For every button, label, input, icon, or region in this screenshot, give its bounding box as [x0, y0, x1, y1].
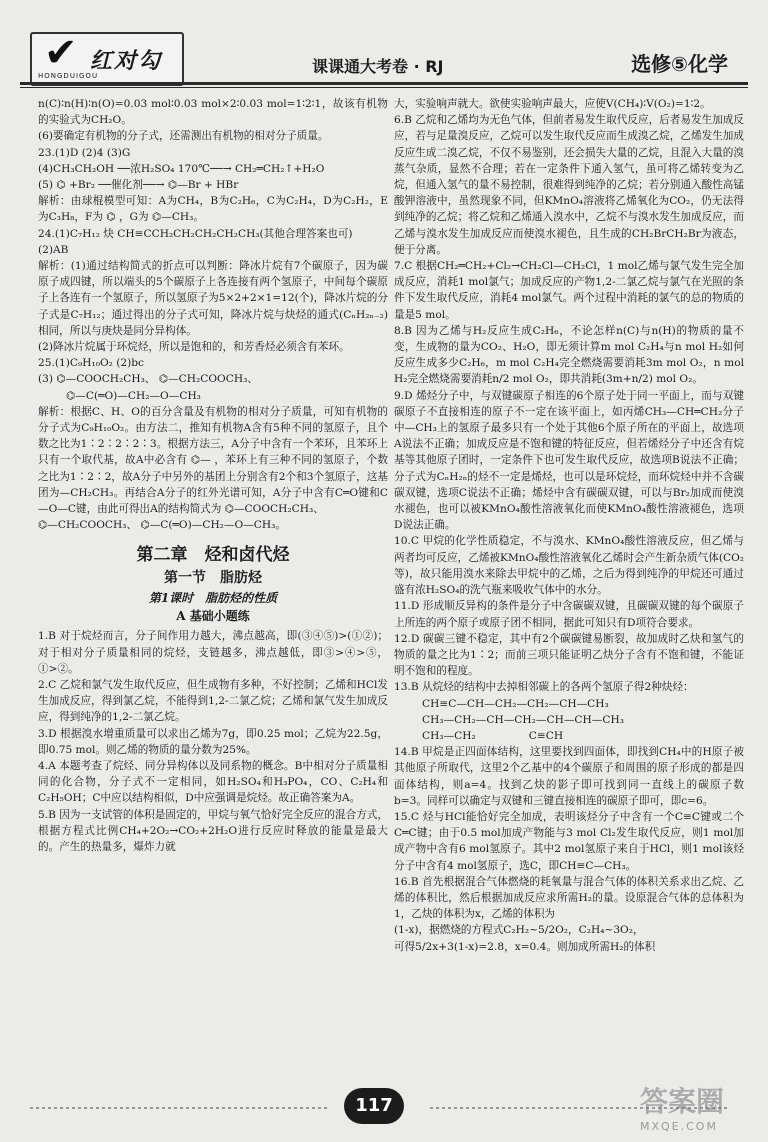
header-rule: [20, 82, 748, 85]
section-title: 第一节 脂肪烃: [164, 569, 262, 586]
answer-item: 5.B 因为一支试管的体积是固定的，甲烷与氧气恰好完全反应的混合方式，根据方程式比例CH₄+2O₂→CO₂+2H₂O进行反应时释放的能量是最大的。产生的热量多，爆炸力就: [38, 808, 388, 853]
answer-item: (2)AB: [38, 243, 69, 256]
answer-item: 10.C 甲烷的化学性质稳定，不与溴水、KMnO₄酸性溶液反应，但乙烯与两者均可反应，乙烯被KMnO₄酸性溶液氧化乙烯时会产生新杂质气体(CO₂等)，故只能用溴水来除去甲烷中的乙烯，之后为得到纯净的甲烷还可通过盛有浓H₂SO₄的洗气瓶来吸收气体中的水分。: [394, 535, 744, 597]
answer-item: 7.C 根据CH₂═CH₂+Cl₂→CH₂Cl—CH₂Cl，1 mol乙烯与氯气发生完全加成反应，消耗1 mol氯气；加成反应的产物1,2-二氯乙烷与氯气在光照的条件下发生取代反应，消耗4 mol氯气。两个过程中消耗的氯气的总的物质的量是5 mol。: [394, 260, 744, 321]
answer-text: 大，实验响声就大。欲使实验响声最大，应使V(CH₄)∶V(O₂)=1∶2。: [394, 98, 711, 110]
explanation: 解析：(1)通过结构简式的折点可以判断：降冰片烷有7个碳原子，因为碳原子成四键，所以端头的5个碳原子上各连接有两个氢原子，中间每个碳原子上各连有一个氢原子，所以氢原子为5×2+2×1=12(个)，降冰片烷的分子式是C₇H₁₂；通过得出的分子式可知，降冰片烷与炔烃的通式(CₙH₂ₙ₋₂)相同，所以与庚炔是同分异构体。: [38, 260, 388, 337]
logo-text: 红对勾: [90, 48, 163, 74]
answer-item: 8.B 因为乙烯与H₂反应生成C₂H₆，不论怎样n(C)与n(H)的物质的量不变，生成物的量为CO₂、H₂O，即无须计算m mol C₂H₄与n mol H₂如何反应生成多少C₂H₆，m mol C₂H₄完全燃烧需要消耗3m mol O₂，n mol H₂完全燃烧需要消耗n/2 mol O₂，即共消耗(3m+n/2) mol O₂。: [394, 324, 744, 386]
brand-logo: [30, 32, 184, 86]
answer-text: (6)要确定有机物的分子式，还需测出有机物的相对分子质量。: [38, 130, 329, 143]
structure-formula: CH≡C—CH—CH₂—CH₂—CH—CH₃: [422, 697, 609, 710]
answer-item: 4.A 本题考查了烷烃、同分异构体以及同系物的概念。B中相对分子质量相同的化合物，分子式不一定相同，如H₂SO₄和H₃PO₄，CO、C₂H₄和C₂H₅OH；C中应以结构相似，D中应强调是烷烃。故正确答案为A。: [38, 759, 388, 805]
book-title: 课课通大考卷 · RJ: [312, 57, 444, 76]
structure-formula: CH₃—CH₂ C≡CH: [422, 729, 564, 742]
chapter-title: 第二章 烃和卤代烃: [136, 545, 290, 566]
answer-item: 25.(1)C₉H₁₀O₂ (2)bc: [38, 357, 144, 370]
page-number: 117: [344, 1088, 404, 1124]
equation: (1-x)，据燃烧的方程式C₂H₂~5/2O₂，C₂H₄~3O₂，: [394, 924, 644, 937]
answer-item: 16.B 首先根据混合气体燃烧的耗氧量与混合气体的体积关系求出乙烷、乙烯的体积比，然后根据加成反应求所需H₂的量。设原混合气体的总体积为1，乙炔的体积为x，乙烯的体积为: [394, 875, 744, 921]
right-column: [394, 96, 744, 955]
lesson-title: 第1课时 脂肪烃的性质: [148, 590, 278, 605]
answer-item: 2.C 乙烷和氯气发生取代反应，但生成物有多种，不好控制；乙烯和HCl发生加成反应，得到氯乙烷，不能得到1,2-二氯乙烷；乙烯和氯气发生加成反应，得到纯净的1,2-二氯乙烷。: [38, 678, 388, 724]
explanation: (2)降冰片烷属于环烷烃，所以是饱和的，和芳香烃必须含有苯环。: [38, 341, 350, 354]
equation: (4)CH₃CH₂OH ──浓H₂SO₄ 170℃──→ CH₂═CH₂↑+H₂O: [38, 162, 325, 175]
answer-item: 13.B 从烷烃的结构中去掉相邻碳上的各两个氢原子得2种炔烃：: [394, 681, 694, 694]
answer-item: 23.(1)D (2)4 (3)G: [38, 146, 131, 159]
answer-item: 24.(1)C₇H₁₂ 炔 CH≡CCH₂CH₂CH₂CH₂CH₃(其他合理答案也可): [38, 227, 353, 240]
answer-text: n(C)∶n(H)∶n(O)=0.03 mol∶0.03 mol×2∶0.03 mol=1∶2∶1，故该有机物的实验式为CH₂O。: [38, 98, 388, 127]
answer-item: 6.B 乙烷和乙烯均为无色气体，但前者易发生取代反应，后者易发生加成反应，若与足量溴反应，乙烷可以发生取代反应而生成溴乙烷，乙烯发生加成反应生成二溴乙烷，不仅不易鉴别，还会损失大量的乙烷，且混入大量的溴蒸气杂质，显然不合理；若在一定条件下通入氢气，虽可将乙烯转变为乙烷，但通入氢气的量不易控制，很难得到纯净的乙烷；若分别通入酸性高锰酸钾溶液中，虽然现象不同，但KMnO₄溶液将乙烯氧化为CO₂，仍无法得到纯净的乙烷；将乙烷和乙烯通入溴水中，乙烷不与溴水发生加成反应，而乙烯与溴水发生加成反应而使溴水褪色，且生成的CH₂BrCH₂Br为液态，便于分离。: [394, 114, 744, 256]
answer-item: 12.D 碳碳三键不稳定，其中有2个碳碳键易断裂，故加成时乙炔和氢气的物质的量之比为1∶2；而前三项只能证明乙炔分子含有不饱和键，不能证明不饱和的程度。: [394, 632, 744, 678]
watermark-url: MXQE.COM: [640, 1120, 718, 1133]
answer-item: 1.B 对于烷烃而言，分子间作用力越大，沸点越高，即(③④⑤)>(①②)；对于相对分子质量相同的烷烃，支链越多，沸点越低，即③>④>⑤，①>②。: [38, 630, 388, 675]
structure-formula: (3) ⌬—COOCH₂CH₃、 ⌬—CH₂COOCH₃、: [38, 373, 258, 386]
answer-item: 9.D 烯烃分子中，与双键碳原子相连的6个原子处于同一平面上，而与双键碳原子不直接相连的原子不一定在该平面上，如丙烯CH₃—CH═CH₂分子中—CH₃上的氢原子最多只有一个处于其他6个原子所在的平面上，故选项A说法不正确；加成反应是不饱和键的特征反应，但若烯烃分子中还含有烷基等其他原子团时，一定条件下也可发生取代反应，故选项B说法不正确；分子式为CₙH₂ₙ的烃不一定是烯烃，也可以是环烷烃，而环烷烃中并不含碳碳双键，选项C说法不正确；烯烃中含有碳碳双键，可以与Br₂加成而使溴水褪色，也可以被KMnO₄酸性溶液氧化而使KMnO₄酸性溶液褪色，选项D说法正确。: [394, 389, 744, 532]
explanation: 解析：由球棍模型可知：A为CH₄，B为C₂H₆，C为C₂H₄，D为C₂H₂，E为C₃H₈，F为 ⌬ ，G为 ⌬—CH₃。: [38, 195, 388, 224]
equation: 可得5/2x+3(1-x)=2.8，x=0.4。则加成所需H₂的体积: [394, 940, 656, 953]
subject-title: 选修⑤化学: [631, 52, 728, 76]
answer-item: 11.D 形成顺反异构的条件是分子中含碳碳双键，且碳碳双键的每个碳原子上所连的两个原子或原子团不相同，据此可知只有D项符合要求。: [394, 600, 744, 629]
answer-item: 14.B 甲烷是正四面体结构，这里要找到四面体，即找到CH₄中的H原子被其他原子所取代，这里2个乙基中的4个碳原子和周围的原子形成的都是四面体结构，则a=4。找到乙炔的影子即可找到同一直线上的碳原子数b=3。同样可以确定与双键和三键直接相连的碳原子即可，即c=6。: [394, 746, 744, 807]
watermark: [640, 1080, 760, 1140]
structure-formula: CH₃—CH₂—CH—CH₂—CH—CH—CH₃: [422, 713, 624, 726]
equation: (5) ⌬ +Br₂ ──催化剂──→ ⌬—Br + HBr: [38, 179, 239, 192]
left-column: [38, 96, 388, 855]
watermark-text: 答案圈: [640, 1085, 725, 1118]
structure-formula: ⌬—CH₂COOCH₃、 ⌬—C(═O)—CH₂—O—CH₃。: [38, 519, 286, 532]
checkmark-icon: ✔: [44, 30, 78, 76]
subsection-title: A 基础小题练: [176, 609, 250, 624]
explanation: 解析：根据C、H、O的百分含量及有机物的相对分子质量，可知有机物的分子式为C₉H₁₀O₂。由方法二，推知有机物A含有5种不同的氢原子，且个数之比为1∶2∶2∶2∶3。根据方法三，A分子中含有一个苯环，且苯环上只有一个取代基，故A中必含有 ⌬— ，苯环上有三种不同的氢原子，个数之比为1∶2∶2，故A分子中另外的基团上分别含有2个和3个氢原子，这基团为—CH₂CH₃。再结合A分子的红外光谱可知，A分子中含有C═O键和C—O—C键，由此可得出A的结构简式为 ⌬—COOCH₂CH₃、: [38, 405, 388, 516]
answer-item: 15.C 烃与HCl能恰好完全加成，表明该烃分子中含有一个C≡C键或二个C═C键；由于0.5 mol加成产物能与3 mol Cl₂发生取代反应，则1 mol加成产物中含有6 mol氢原子。其中2 mol氢原子来自于HCl，则1 mol该烃分子中含有4 mol氢原子，选C，即CH≡C—CH₃。: [394, 810, 744, 872]
answer-item: 3.D 根据溴水增重质量可以求出乙烯为7g，即0.25 mol；乙烷为22.5g，即0.75 mol。则乙烯的物质的量分数为25%。: [38, 727, 388, 756]
page-header: [20, 30, 748, 90]
structure-formula: ⌬—C(═O)—CH₂—O—CH₃: [66, 389, 201, 402]
header-rule-thin: [20, 87, 748, 88]
logo-subtext: HONGDUIGOU: [38, 72, 99, 80]
